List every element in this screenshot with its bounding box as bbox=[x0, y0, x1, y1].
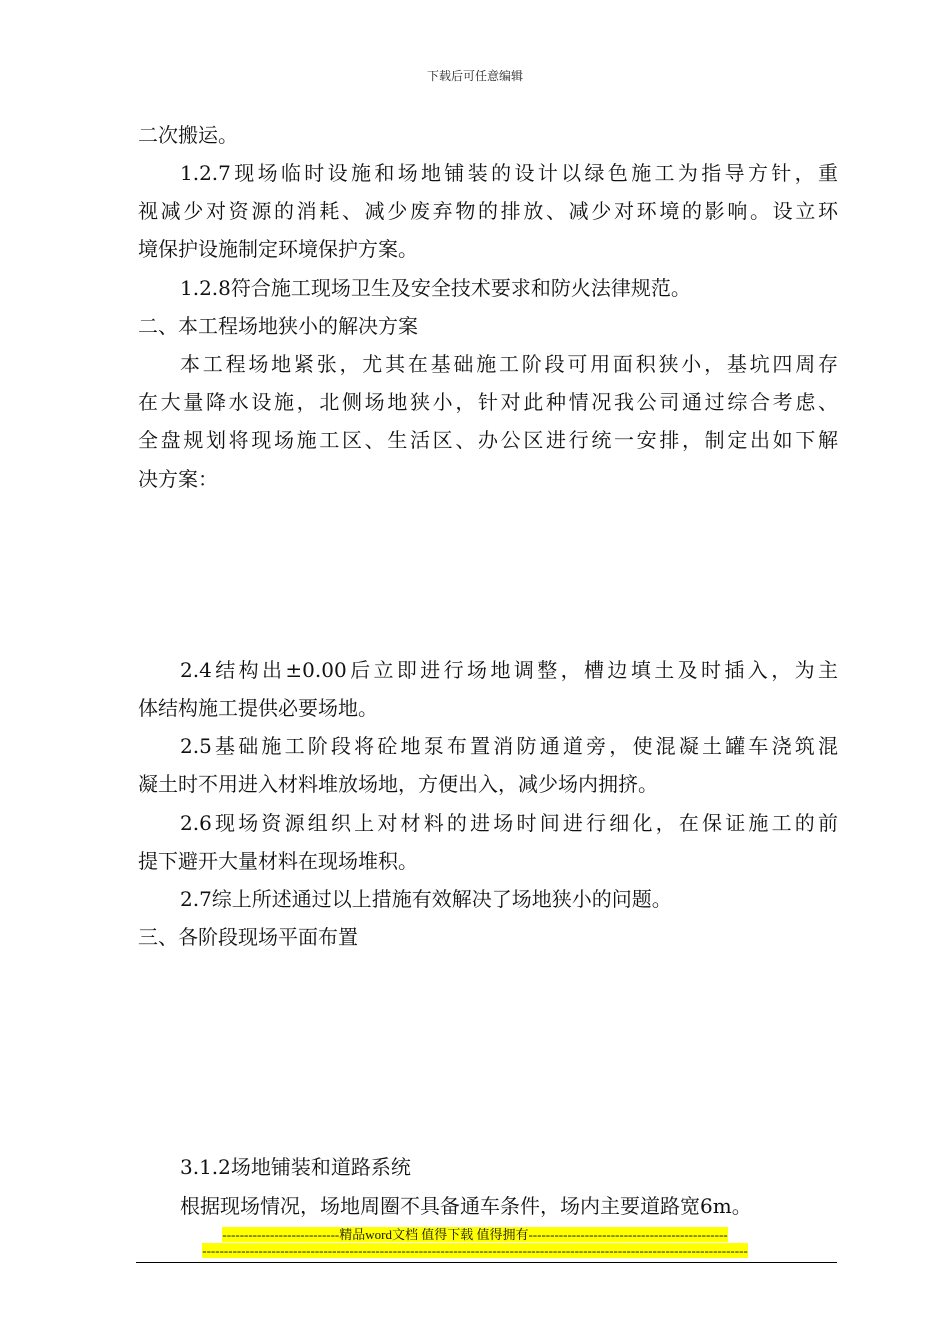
section-heading: 三、各阶段现场平面布置 bbox=[138, 925, 358, 949]
text-line: 在大量降水设施，北侧场地狭小，针对此种情况我公司通过综合考虑、 bbox=[138, 390, 838, 414]
text-line: 决方案： bbox=[138, 467, 218, 491]
text-line: 本工程场地紧张，尤其在基础施工阶段可用面积狭小，基坑四周存 bbox=[180, 352, 838, 376]
text-line: 境保护设施制定环境保护方案。 bbox=[138, 237, 418, 261]
footer-banner bbox=[0, 1227, 950, 1242]
text-line: 1.2.8符合施工现场卫生及安全技术要求和防火法律规范。 bbox=[180, 276, 691, 300]
footer-dashes bbox=[0, 1243, 950, 1258]
text-line: 全盘规划将现场施工区、生活区、办公区进行统一安排，制定出如下解 bbox=[138, 428, 838, 452]
text-line: 1.2.7现场临时设施和场地铺装的设计以绿色施工为指导方针，重 bbox=[180, 161, 838, 185]
text-line: 根据现场情况，场地周圈不具备通车条件，场内主要道路宽6m。 bbox=[180, 1194, 752, 1218]
subsection-heading: 3.1.2场地铺装和道路系统 bbox=[180, 1155, 411, 1179]
footer-banner-line: ---------------------------精品word文档 值得下载 值得拥有---------------------------------------------- bbox=[222, 1227, 728, 1242]
text-line: 凝土时不用进入材料堆放场地，方便出入，减少场内拥挤。 bbox=[138, 772, 658, 796]
text-line: 体结构施工提供必要场地。 bbox=[138, 696, 378, 720]
text-line: 视减少对资源的消耗、减少废弃物的排放、减少对环境的影响。设立环 bbox=[138, 199, 838, 223]
text-line: 2.6现场资源组织上对材料的进场时间进行细化，在保证施工的前 bbox=[180, 811, 838, 835]
text-line: 2.5基础施工阶段将砼地泵布置消防通道旁，使混凝土罐车浇筑混 bbox=[180, 734, 838, 758]
footer-dash-line: ------------------------------------------------------------------------------------------------------------------------------ bbox=[202, 1243, 748, 1258]
section-heading: 二、本工程场地狭小的解决方案 bbox=[138, 314, 418, 338]
footer-rule bbox=[136, 1262, 837, 1263]
text-line: 2.7综上所述通过以上措施有效解决了场地狭小的问题。 bbox=[180, 887, 672, 911]
text-line: 提下避开大量材料在现场堆积。 bbox=[138, 849, 418, 873]
text-line: 2.4结构出±0.00后立即进行场地调整，槽边填土及时插入，为主 bbox=[180, 658, 838, 682]
page-header: 下载后可任意编辑 bbox=[426, 69, 523, 83]
text-line: 二次搬运。 bbox=[138, 123, 238, 147]
